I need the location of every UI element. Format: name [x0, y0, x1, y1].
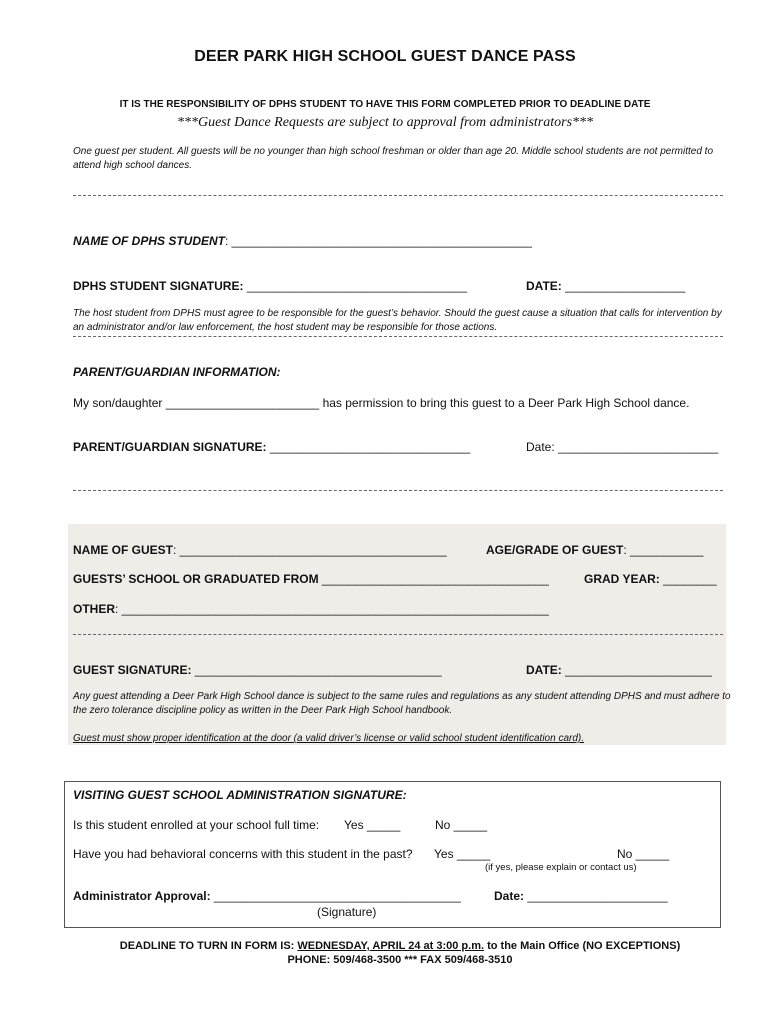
form-title: DEER PARK HIGH SCHOOL GUEST DANCE PASS	[194, 48, 576, 65]
contact-phone-fax: PHONE: 509/468-3500 *** FAX 509/468-3510	[287, 954, 513, 966]
guest-school-row	[73, 572, 549, 586]
admin-approval-line[interactable]: _____________________________________	[213, 889, 461, 903]
deadline-notice	[0, 940, 770, 952]
guest-name-row	[73, 543, 447, 557]
host-responsibility-note: The host student from DPHS must agree to be responsible for the guest’s behavior. Should the guest cause a situation that calls for intervention by an administrator and/or law enforcement, the host student may be responsible for those actions.	[73, 308, 722, 333]
student-date-row	[526, 279, 685, 293]
admin-date-line[interactable]: _____________________	[527, 889, 668, 903]
guest-other-line[interactable]: : ________________________________________________________________	[115, 602, 549, 616]
admin-date-label: Date:	[494, 889, 525, 903]
concerns-hint: (if yes, please explain or contact us)	[485, 862, 637, 873]
divider	[73, 195, 723, 196]
parent-date-line[interactable]: ________________________	[558, 440, 719, 454]
parent-section-label: PARENT/GUARDIAN INFORMATION:	[73, 365, 281, 379]
guest-other-row	[73, 602, 549, 616]
parent-permission-row	[73, 396, 689, 410]
guest-signature-line[interactable]: _____________________________________	[194, 663, 442, 677]
permission-name-line[interactable]: _______________________	[165, 396, 320, 410]
admin-approval-label: Administrator Approval:	[73, 889, 211, 903]
guest-signature-row	[73, 663, 442, 677]
student-signature-line[interactable]: _________________________________	[246, 279, 468, 293]
guest-grad-row	[584, 572, 717, 586]
admin-approval-row	[73, 889, 461, 903]
parent-signature-label: PARENT/GUARDIAN SIGNATURE:	[73, 440, 267, 454]
enrolled-no[interactable]: No _____	[435, 818, 488, 832]
guest-age-label: AGE/GRADE OF GUEST	[486, 543, 624, 557]
deadline-date: WEDNESDAY, APRIL 24 at 3:00 p.m.	[297, 940, 485, 952]
concerns-yes[interactable]: Yes _____	[434, 847, 491, 861]
student-date-line[interactable]: __________________	[565, 279, 686, 293]
guest-name-label: NAME OF GUEST	[73, 543, 174, 557]
concerns-question: Have you had behavioral concerns with this student in the past?	[73, 847, 413, 861]
enrolled-question: Is this student enrolled at your school full time:	[73, 818, 320, 832]
divider	[73, 336, 723, 337]
guest-school-label: GUESTS’ SCHOOL OR GRADUATED FROM	[73, 572, 319, 586]
student-signature-row	[73, 279, 467, 293]
student-signature-label: DPHS STUDENT SIGNATURE:	[73, 279, 244, 293]
approval-notice: ***Guest Dance Requests are subject to approval from administrators***	[176, 115, 594, 130]
permission-suffix: has permission to bring this guest to a Deer Park High School dance.	[322, 396, 690, 410]
guest-age-row	[486, 543, 703, 557]
parent-date-row	[526, 440, 718, 454]
admin-signature-caption: (Signature)	[317, 905, 377, 919]
guest-other-label: OTHER	[73, 602, 115, 616]
guest-age-line[interactable]: : ___________	[623, 543, 704, 557]
divider	[73, 634, 723, 635]
guest-rules-note: One guest per student. All guests will be no younger than high school freshman or older than age 20. Middle school students are not permitted to attend high school dances.	[73, 146, 714, 171]
student-name-line[interactable]: : _____________________________________________	[225, 234, 533, 248]
deadline-prefix: DEADLINE TO TURN IN FORM IS:	[119, 940, 295, 952]
guest-signature-label: GUEST SIGNATURE:	[73, 663, 192, 677]
guest-school-line[interactable]: __________________________________	[321, 572, 549, 586]
deadline-suffix: to the Main Office (NO EXCEPTIONS)	[487, 940, 681, 952]
responsibility-notice: IT IS THE RESPONSIBILITY OF DPHS STUDENT TO HAVE THIS FORM COMPLETED PRIOR TO DEADLINE DATE	[119, 99, 651, 110]
permission-prefix: My son/daughter	[73, 396, 163, 410]
concerns-no[interactable]: No _____	[617, 847, 670, 861]
student-name-label: NAME OF DPHS STUDENT	[73, 234, 226, 248]
parent-date-label: Date:	[526, 440, 555, 454]
divider	[73, 490, 723, 491]
parent-signature-row	[73, 440, 470, 454]
student-date-label: DATE:	[526, 279, 562, 293]
guest-date-line[interactable]: ______________________	[565, 663, 712, 677]
guest-grad-line[interactable]: ________	[663, 572, 717, 586]
student-name-row	[73, 234, 532, 248]
admin-date-row	[494, 889, 668, 903]
guest-date-row	[526, 663, 712, 677]
guest-grad-label: GRAD YEAR:	[584, 572, 660, 586]
guest-date-label: DATE:	[526, 663, 562, 677]
enrolled-yes[interactable]: Yes _____	[344, 818, 401, 832]
guest-rules-note: Any guest attending a Deer Park High School dance is subject to the same rules and regulations as any student attending DPHS and must adhere to the zero tolerance discipline policy as written in the Deer Park High School handbook.	[73, 691, 731, 716]
guest-name-line[interactable]: : ________________________________________	[173, 543, 447, 557]
parent-signature-line[interactable]: ______________________________	[269, 440, 471, 454]
admin-section-label: VISITING GUEST SCHOOL ADMINISTRATION SIGNATURE:	[73, 788, 407, 802]
guest-id-note: Guest must show proper identification at the door (a valid driver’s license or valid school student identification card).	[73, 733, 585, 744]
